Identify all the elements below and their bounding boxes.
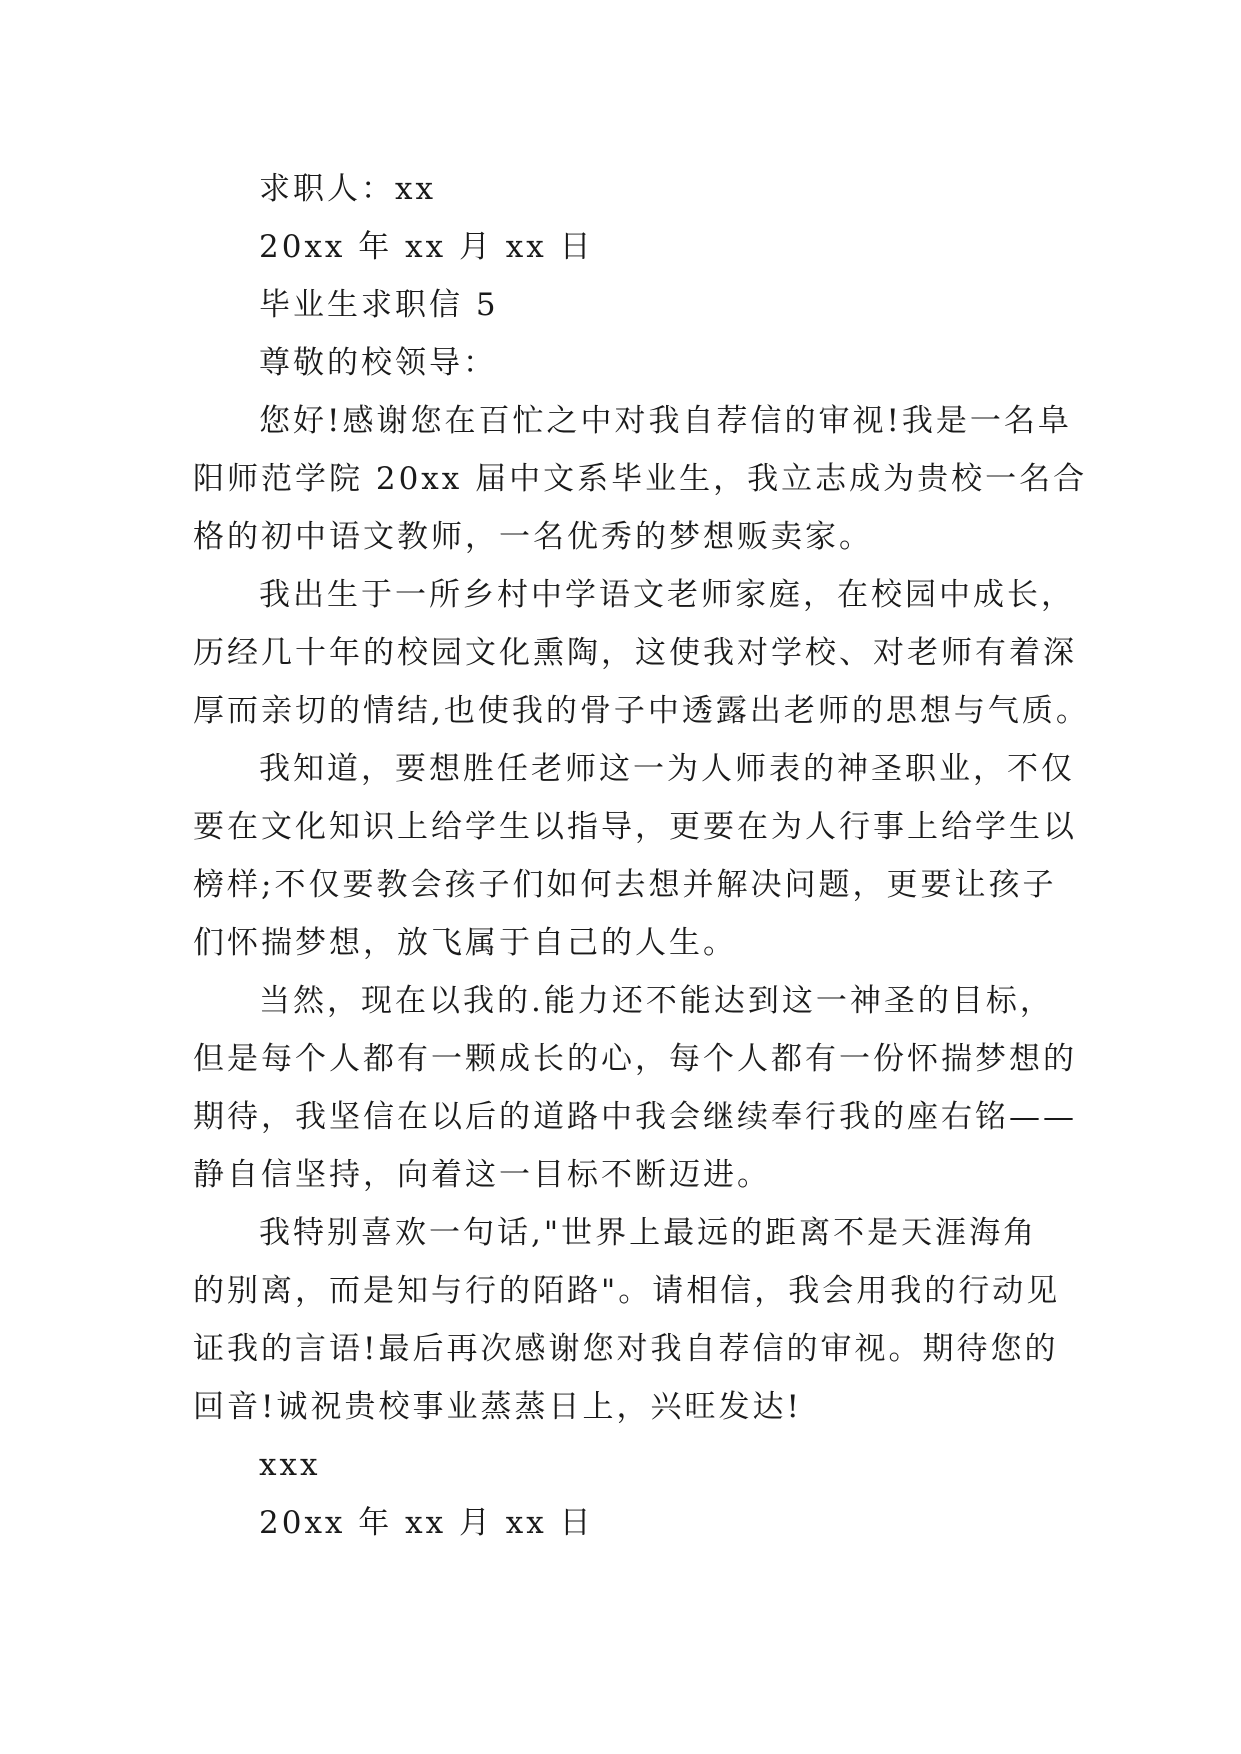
salutation: 尊敬的校领导：	[259, 345, 497, 381]
paragraph-line: 我特别喜欢一句话,"世界上最远的距离不是天涯海角	[259, 1215, 1038, 1251]
paragraph-line: 我出生于一所乡村中学语文老师家庭，在校园中成长，	[259, 577, 1075, 613]
paragraph-line: 证我的言语!最后再次感谢您对我自荐信的审视。期待您的	[193, 1331, 1059, 1367]
signature-date: 20xx 年 xx 月 xx 日	[259, 1505, 594, 1541]
paragraph-line: 榜样;不仅要教会孩子们如何去想并解决问题，更要让孩子	[193, 867, 1057, 903]
paragraph-2	[193, 566, 1090, 740]
paragraph-1	[193, 392, 1088, 566]
paragraph-line: 厚而亲切的情结,也使我的骨子中透露出老师的思想与气质。	[193, 693, 1090, 729]
paragraph-line: 要在文化知识上给学生以指导，更要在为人行事上给学生以	[193, 809, 1077, 845]
paragraph-line: 当然，现在以我的.能力还不能达到这一神圣的目标，	[259, 983, 1054, 1019]
letter-title: 毕业生求职信 5	[259, 287, 499, 323]
paragraph-line: 期待，我坚信在以后的道路中我会继续奉行我的座右铭——	[193, 1099, 1077, 1135]
paragraph-line: 您好!感谢您在百忙之中对我自荐信的审视!我是一名阜	[259, 403, 1072, 439]
letter-body	[193, 160, 1090, 1552]
signature-name: xxx	[259, 1447, 321, 1483]
paragraph-line: 但是每个人都有一颗成长的心，每个人都有一份怀揣梦想的	[193, 1041, 1077, 1077]
applicant-line: 求职人：xx	[259, 171, 436, 207]
paragraph-line: 历经几十年的校园文化熏陶，这使我对学校、对老师有着深	[193, 635, 1077, 671]
header-date: 20xx 年 xx 月 xx 日	[259, 229, 594, 265]
paragraph-line: 格的初中语文教师，一名优秀的梦想贩卖家。	[193, 519, 873, 555]
paragraph-line: 的别离，而是知与行的陌路"。请相信，我会用我的行动见	[193, 1273, 1061, 1309]
paragraph-line: 阳师范学院 20xx 届中文系毕业生，我立志成为贵校一名合	[193, 461, 1088, 497]
paragraph-3	[193, 740, 1077, 972]
paragraph-5	[193, 1204, 1063, 1436]
paragraph-4	[193, 972, 1077, 1204]
paragraph-line: 回音!诚祝贵校事业蒸蒸日上，兴旺发达!	[193, 1389, 802, 1425]
paragraph-line: 我知道，要想胜任老师这一为人师表的神圣职业，不仅	[259, 751, 1075, 787]
paragraph-line: 们怀揣梦想，放飞属于自己的人生。	[193, 925, 737, 961]
paragraph-line: 静自信坚持，向着这一目标不断迈进。	[193, 1157, 771, 1193]
